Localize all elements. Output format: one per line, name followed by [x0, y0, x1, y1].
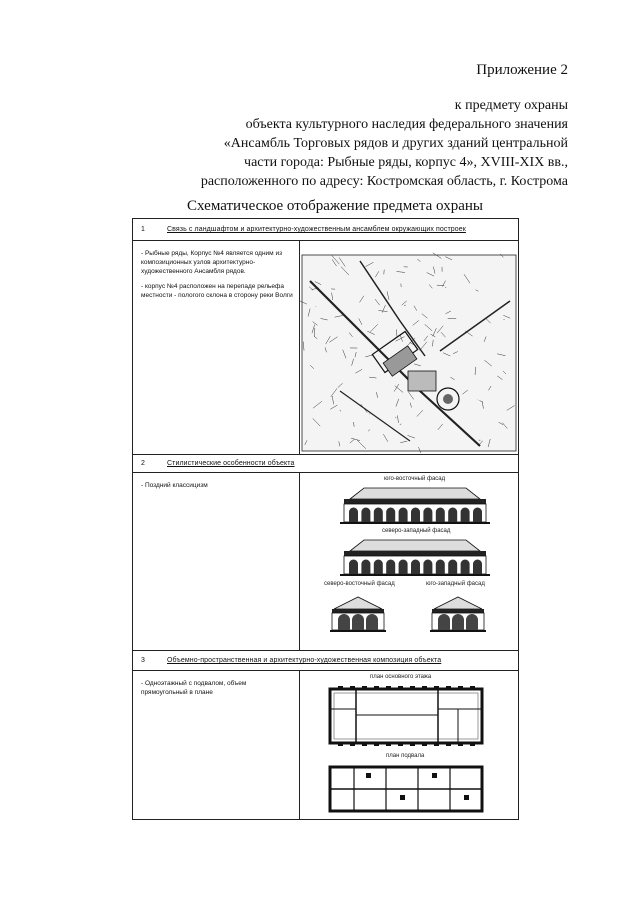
site-map-image: [300, 241, 520, 453]
ground-floor-plan: [326, 685, 486, 747]
appendix-label: Приложение 2: [476, 62, 568, 78]
plan-caption-basement: план подвала: [386, 753, 425, 759]
section-title: Связь с ландшафтом и архитектурно-художественным ансамблем окружающих построек: [167, 226, 466, 233]
facade-sw-drawing: [430, 595, 486, 633]
subject-block: [148, 96, 568, 191]
section-3-notes: [133, 671, 300, 819]
section-title: Стилистические особенности объекта: [167, 460, 295, 467]
note-text: - корпус №4 расположен на перепаде рельефа местности - пологого склона в сторону реки Волги: [141, 283, 293, 299]
note-text: - Рыбные ряды, Корпус №4 является одним из композиционных узлов архитектурно-художественного Ансамбля рядов.: [141, 250, 283, 275]
section-2-figure: [300, 473, 518, 650]
subject-line: «Ансамбль Торговых рядов и других зданий центральной: [223, 136, 568, 151]
section-number: 2: [141, 460, 145, 467]
section-1-notes: [133, 241, 300, 454]
scheme-title: Схематическое отображение предмета охраны: [187, 198, 483, 214]
facade-se-drawing: [340, 485, 490, 525]
subject-line: к предмету охраны: [454, 98, 568, 113]
plan-caption-ground: план основного этажа: [370, 674, 432, 680]
facade-caption-se: юго-восточный фасад: [384, 476, 446, 482]
subject-line: части города: Рыбные ряды, корпус 4», XVIII-XIX вв.,: [244, 155, 568, 170]
facade-nw-drawing: [340, 537, 490, 577]
section-2-notes: [133, 473, 300, 650]
section-number: 1: [141, 226, 145, 233]
section-1-figure: [300, 241, 518, 454]
subject-line: расположенного по адресу: Костромская область, г. Кострома: [200, 174, 568, 189]
facade-caption-sw: юго-западный фасад: [426, 581, 485, 587]
facade-caption-ne: северо-восточный фасад: [324, 581, 395, 587]
section-title: Объемно-пространственная и архитектурно-художественная композиция объекта: [167, 657, 442, 664]
section-3-header: [133, 651, 518, 671]
section-1-row: [133, 241, 518, 455]
section-3-figure: [300, 671, 518, 819]
basement-plan: [326, 763, 486, 815]
note-text: - Поздний классицизм: [141, 482, 208, 489]
subject-line: объекта культурного наследия федерального значения: [245, 117, 568, 132]
facade-caption-nw: северо-западный фасад: [382, 528, 451, 534]
protection-scheme-table: [132, 218, 519, 820]
section-1-header: [133, 219, 518, 241]
section-number: 3: [141, 657, 145, 664]
facade-ne-drawing: [330, 595, 386, 633]
section-2-row: [133, 473, 518, 651]
note-text: - Одноэтажный с подвалом, объем прямоугольный в плане: [141, 680, 247, 696]
section-2-header: [133, 455, 518, 473]
section-3-row: [133, 671, 518, 819]
